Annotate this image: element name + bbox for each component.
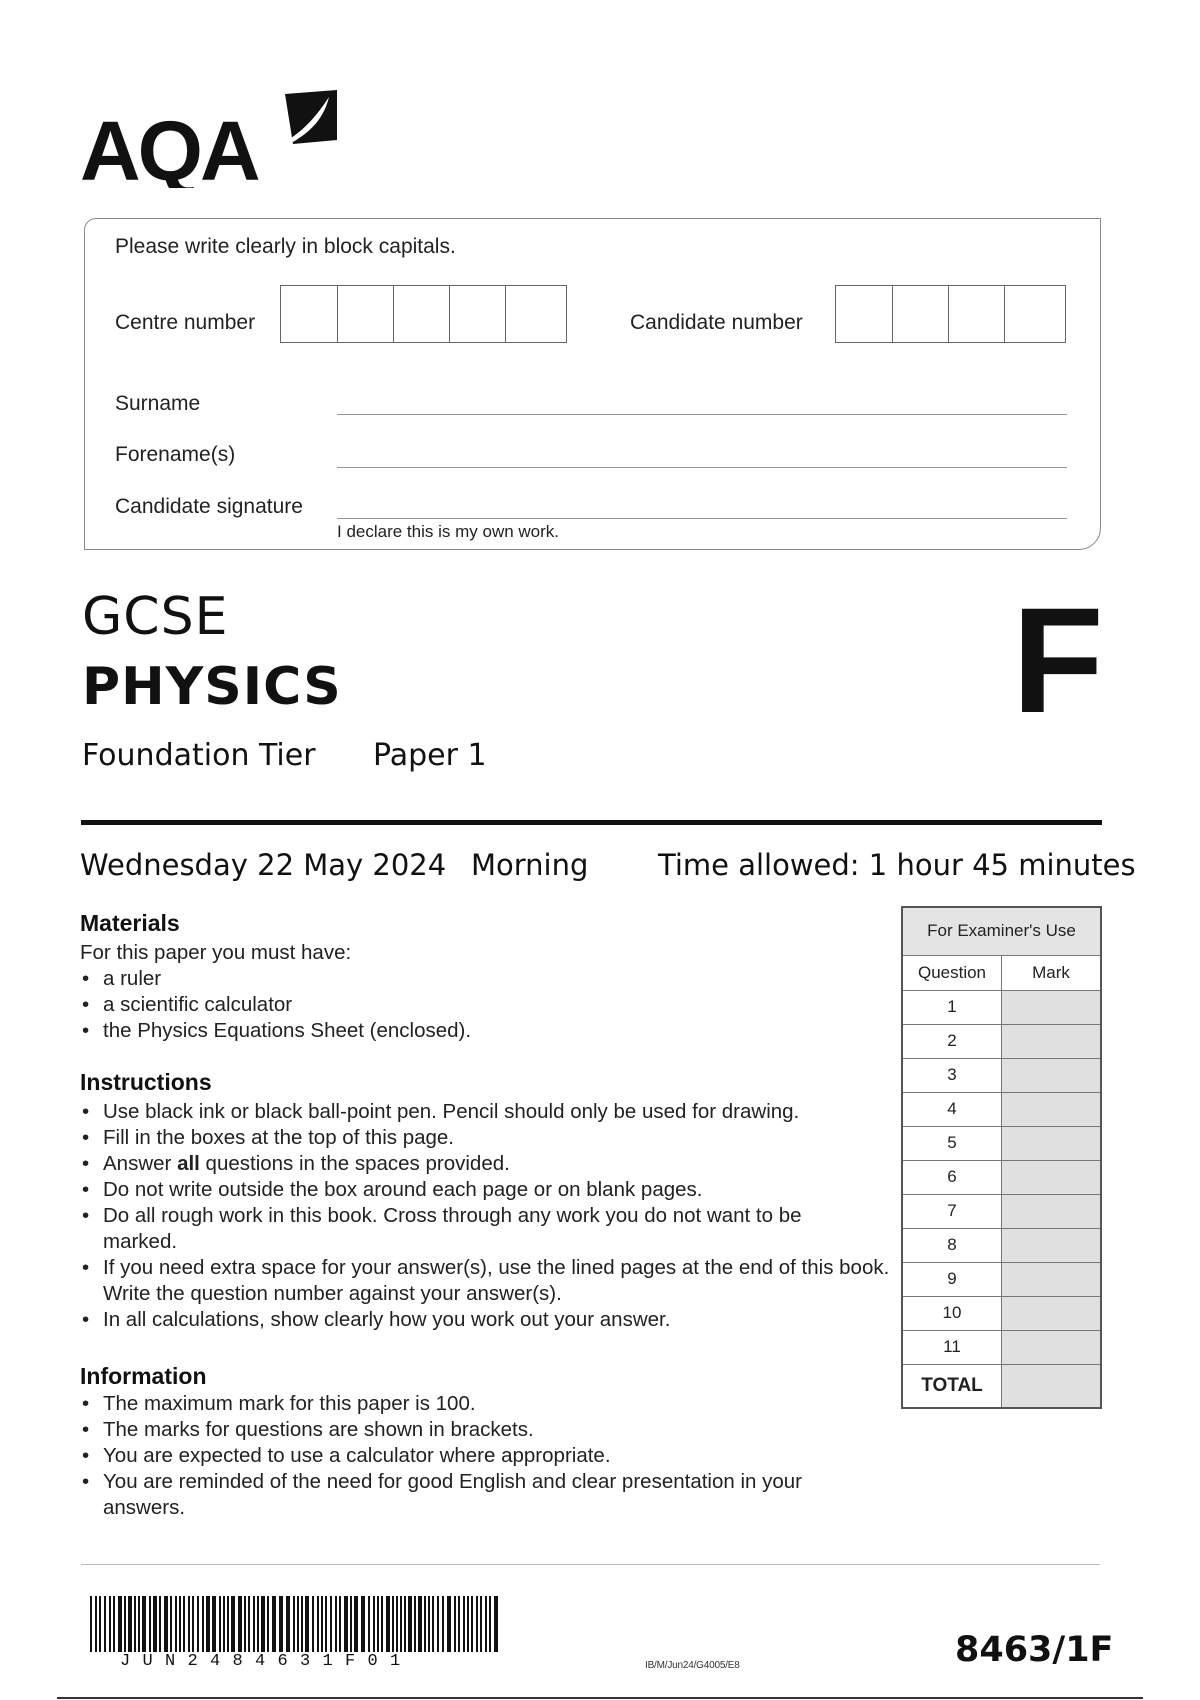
table-row	[902, 1194, 1101, 1228]
barcode-digits: JUN2484631F01	[120, 1652, 413, 1671]
question-number: 2	[902, 1024, 1002, 1058]
list-item: • The marks for questions are shown in brackets.	[80, 1417, 840, 1443]
question-number: 1	[902, 990, 1002, 1024]
barcode-bar	[330, 1596, 332, 1652]
barcode-bar	[467, 1596, 469, 1652]
barcode-bar	[339, 1596, 341, 1652]
digit-box[interactable]	[393, 286, 449, 342]
digit-box[interactable]	[449, 286, 505, 342]
table-row	[902, 1330, 1101, 1364]
paper-code: 8463/1F	[955, 1630, 1114, 1670]
list-item: • a scientific calculator	[80, 992, 880, 1018]
barcode-bar	[257, 1596, 259, 1652]
table-row	[902, 1228, 1101, 1262]
materials-section	[80, 940, 880, 1044]
table-row	[902, 1296, 1101, 1330]
barcode-bar	[197, 1596, 199, 1652]
barcode-bar	[432, 1596, 434, 1652]
question-number: 6	[902, 1160, 1002, 1194]
tier-label: Foundation Tier	[82, 738, 316, 773]
list-item: • The maximum mark for this paper is 100.	[80, 1391, 840, 1417]
barcode-bar	[381, 1596, 383, 1652]
information-heading: Information	[80, 1363, 207, 1389]
question-number: 5	[902, 1126, 1002, 1160]
list-item: • You are expected to use a calculator where appropriate.	[80, 1443, 840, 1469]
barcode-bar	[90, 1596, 92, 1652]
centre-number-label: Centre number	[115, 311, 256, 334]
barcode-bar	[128, 1596, 132, 1652]
barcode-bar	[138, 1596, 140, 1652]
barcode-bar	[354, 1596, 358, 1652]
examiner-table-title: For Examiner's Use	[902, 907, 1101, 955]
barcode-bar	[404, 1596, 406, 1652]
barcode-bar	[321, 1596, 323, 1652]
barcode-bar	[317, 1596, 319, 1652]
barcode-bar	[480, 1596, 482, 1652]
centre-number-boxes[interactable]	[280, 285, 567, 343]
barcode-bar	[286, 1596, 290, 1652]
footer-rule	[81, 1564, 1100, 1565]
digit-box[interactable]	[505, 286, 561, 342]
barcode-bar	[113, 1596, 115, 1652]
barcode-bar	[223, 1596, 225, 1652]
barcode-bar	[104, 1596, 106, 1652]
barcode-bar	[476, 1596, 478, 1652]
barcode-bar	[179, 1596, 181, 1652]
barcode-bar	[134, 1596, 136, 1652]
exam-session: Morning	[471, 848, 589, 882]
barcode-bar	[305, 1596, 309, 1652]
paper-reference: IB/M/Jun24/G4005/E8	[645, 1660, 740, 1671]
mark-cell	[1002, 1262, 1102, 1296]
list-item	[80, 1151, 880, 1177]
barcode-bar	[471, 1596, 473, 1652]
question-number: 4	[902, 1092, 1002, 1126]
materials-intro: For this paper you must have:	[80, 941, 352, 964]
signature-field[interactable]	[337, 518, 1067, 519]
barcode-bar	[261, 1596, 265, 1652]
total-row	[902, 1364, 1101, 1408]
mark-cell	[1002, 1194, 1102, 1228]
barcode-bar	[272, 1596, 276, 1652]
barcode-bar	[109, 1596, 111, 1652]
barcode-bar	[183, 1596, 185, 1652]
barcode-bar	[396, 1596, 398, 1652]
mark-cell	[1002, 1330, 1102, 1364]
barcode-bar	[159, 1596, 161, 1652]
barcode-bar	[447, 1596, 451, 1652]
barcode-bar	[279, 1596, 283, 1652]
mark-cell	[1002, 1126, 1102, 1160]
table-row	[902, 1058, 1101, 1092]
barcode-bar	[373, 1596, 375, 1652]
title-rule	[81, 820, 1102, 825]
surname-field[interactable]	[337, 414, 1067, 415]
barcode-bar	[400, 1596, 402, 1652]
table-row	[902, 990, 1101, 1024]
list-item: • Do all rough work in this book. Cross through any work you do not want to be marked.	[80, 1203, 863, 1255]
question-number: 9	[902, 1262, 1002, 1296]
time-allowed: Time allowed: 1 hour 45 minutes	[658, 848, 1136, 882]
mark-cell	[1002, 1296, 1102, 1330]
answer-text: Answer	[103, 1152, 178, 1175]
barcode-bar	[149, 1596, 151, 1652]
total-label: TOTAL	[902, 1364, 1002, 1408]
barcode-bar	[95, 1596, 97, 1652]
barcode-bar	[437, 1596, 439, 1652]
candidate-number-boxes[interactable]	[835, 285, 1066, 343]
barcode-bar	[344, 1596, 348, 1652]
tier-letter: F	[1012, 576, 1104, 744]
examiner-use-table	[901, 906, 1102, 1409]
barcode-bar	[238, 1596, 242, 1652]
signature-label: Candidate signature	[115, 495, 303, 518]
barcode-bar	[231, 1596, 235, 1652]
barcode-bar	[442, 1596, 444, 1652]
barcode-bar	[212, 1596, 216, 1652]
barcode-bar	[424, 1596, 426, 1652]
list-item: • Do not write outside the box around each page or on blank pages.	[80, 1177, 880, 1203]
table-row	[902, 1024, 1101, 1058]
list-item: • the Physics Equations Sheet (enclosed).	[80, 1018, 880, 1044]
digit-box[interactable]	[1004, 286, 1060, 342]
question-number: 11	[902, 1330, 1002, 1364]
exam-date: Wednesday 22 May 2024	[80, 848, 447, 882]
logo-text: AQA	[80, 104, 258, 188]
instructions-section	[80, 1099, 890, 1333]
total-mark-cell	[1002, 1364, 1102, 1408]
mark-cell	[1002, 1228, 1102, 1262]
barcode-bar	[368, 1596, 370, 1652]
barcode-bar	[118, 1596, 122, 1652]
list-item: • You are reminded of the need for good English and clear presentation in your answers.	[80, 1469, 840, 1521]
table-row	[902, 1262, 1101, 1296]
barcode-bar	[485, 1596, 487, 1652]
list-item: • a ruler	[80, 966, 880, 992]
forename-label: Forename(s)	[115, 443, 236, 466]
digit-box[interactable]	[836, 286, 892, 342]
barcode-bar	[361, 1596, 365, 1652]
answer-all-bold: all	[177, 1152, 200, 1175]
barcode-icon	[90, 1596, 502, 1652]
subject-title: PHYSICS	[82, 657, 342, 717]
barcode-bar	[170, 1596, 172, 1652]
barcode-bar	[192, 1596, 194, 1652]
barcode-bar	[350, 1596, 352, 1652]
barcode-bar	[489, 1596, 491, 1652]
mark-column-header: Mark	[1002, 955, 1102, 990]
barcode-bar	[253, 1596, 255, 1652]
block-capitals-instruction: Please write clearly in block capitals.	[115, 235, 456, 258]
barcode-bar	[188, 1596, 190, 1652]
paper-label: Paper 1	[373, 738, 487, 773]
question-column-header: Question	[902, 955, 1002, 990]
qualification-title: GCSE	[82, 587, 229, 647]
materials-heading: Materials	[80, 910, 180, 936]
barcode-bar	[124, 1596, 126, 1652]
table-row	[902, 1092, 1101, 1126]
barcode-bar	[454, 1596, 456, 1652]
barcode-bar	[175, 1596, 177, 1652]
list-item: • Use black ink or black ball-point pen. Pencil should only be used for drawing.	[80, 1099, 880, 1125]
mark-cell	[1002, 1160, 1102, 1194]
information-section	[80, 1391, 840, 1521]
page-bottom-rule	[57, 1697, 1143, 1699]
mark-cell	[1002, 1058, 1102, 1092]
barcode-bar	[206, 1596, 210, 1652]
barcode-bar	[99, 1596, 101, 1652]
instructions-heading: Instructions	[80, 1069, 212, 1095]
barcode-bar	[494, 1596, 498, 1652]
barcode-bar	[428, 1596, 430, 1652]
barcode-bar	[386, 1596, 390, 1652]
barcode-bar	[312, 1596, 314, 1652]
surname-label: Surname	[115, 392, 201, 415]
barcode-bar	[153, 1596, 157, 1652]
barcode-bar	[202, 1596, 204, 1652]
barcode-bar	[293, 1596, 295, 1652]
mark-cell	[1002, 990, 1102, 1024]
forename-field[interactable]	[337, 467, 1067, 468]
barcode-bar	[297, 1596, 299, 1652]
barcode-bar	[244, 1596, 246, 1652]
barcode-bar	[164, 1596, 168, 1652]
table-row	[902, 1160, 1101, 1194]
barcode-bar	[463, 1596, 465, 1652]
barcode-bar	[377, 1596, 379, 1652]
list-item: • In all calculations, show clearly how you work out your answer.	[80, 1307, 880, 1333]
barcode-bar	[267, 1596, 269, 1652]
barcode-bar	[418, 1596, 422, 1652]
digit-box[interactable]	[948, 286, 1004, 342]
barcode-bar	[325, 1596, 327, 1652]
list-item: • If you need extra space for your answer(s), use the lined pages at the end of this book. Write the question number against your answer(s).	[80, 1255, 893, 1307]
aqa-logo	[80, 88, 340, 188]
digit-box[interactable]	[281, 286, 337, 342]
question-number: 8	[902, 1228, 1002, 1262]
digit-box[interactable]	[337, 286, 393, 342]
mark-cell	[1002, 1024, 1102, 1058]
declaration-text: I declare this is my own work.	[337, 522, 560, 541]
list-item: • Fill in the boxes at the top of this page.	[80, 1125, 880, 1151]
barcode-bar	[392, 1596, 394, 1652]
barcode-bar	[408, 1596, 412, 1652]
answer-rest-text: questions in the spaces provided.	[199, 1152, 510, 1175]
table-row	[902, 1126, 1101, 1160]
aqa-flag-icon	[285, 90, 337, 144]
question-number: 7	[902, 1194, 1002, 1228]
candidate-number-label: Candidate number	[630, 311, 803, 334]
barcode-bar	[335, 1596, 337, 1652]
barcode-bar	[219, 1596, 221, 1652]
barcode-bar	[142, 1596, 146, 1652]
barcode-bar	[414, 1596, 416, 1652]
barcode-bar	[227, 1596, 229, 1652]
barcode-bar	[458, 1596, 460, 1652]
question-number: 10	[902, 1296, 1002, 1330]
mark-cell	[1002, 1092, 1102, 1126]
barcode-bar	[301, 1596, 303, 1652]
question-number: 3	[902, 1058, 1002, 1092]
digit-box[interactable]	[892, 286, 948, 342]
barcode-bar	[248, 1596, 250, 1652]
